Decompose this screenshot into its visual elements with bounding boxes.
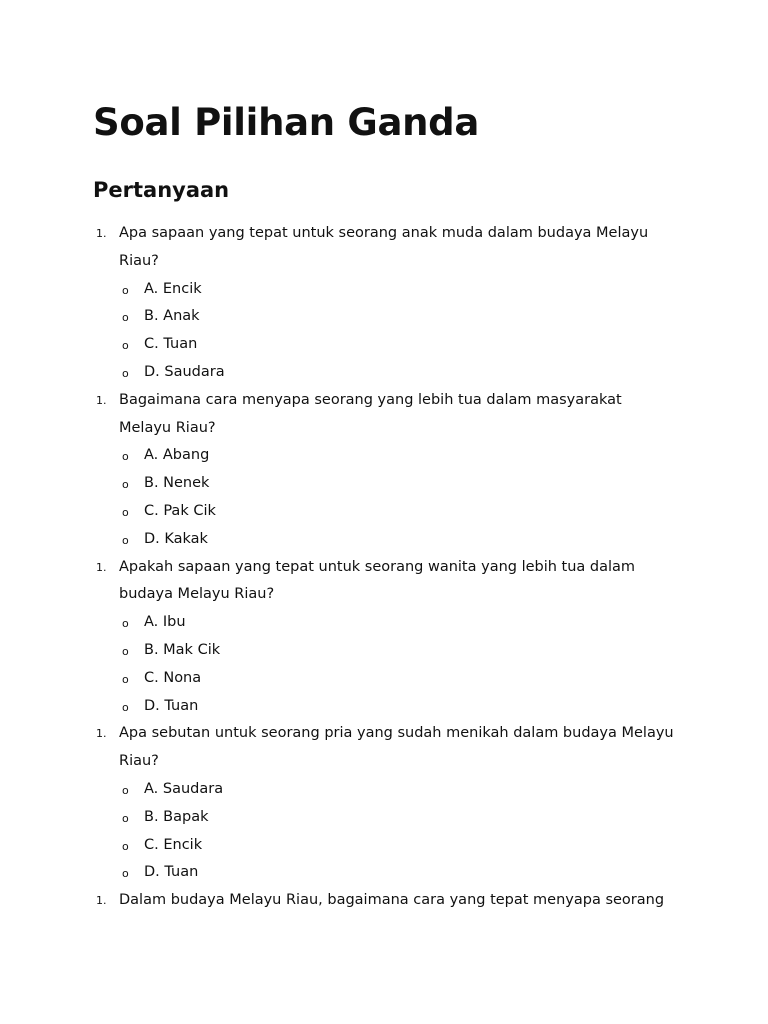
option-item <box>119 693 683 721</box>
option-text: D. Kakak <box>144 530 208 547</box>
option-bullet: o <box>122 644 129 658</box>
question-item <box>93 387 683 554</box>
question-item <box>93 220 683 387</box>
option-item <box>119 303 683 331</box>
option-bullet: o <box>122 700 129 714</box>
option-text: D. Tuan <box>144 697 199 714</box>
option-bullet: o <box>122 366 129 380</box>
document-page <box>93 100 683 915</box>
option-item <box>119 776 683 804</box>
question-list <box>93 220 683 915</box>
option-text: A. Ibu <box>144 614 186 631</box>
option-bullet: o <box>122 783 129 797</box>
option-bullet: o <box>122 283 129 297</box>
option-bullet: o <box>122 867 129 881</box>
option-bullet: o <box>122 339 129 353</box>
option-item <box>119 331 683 359</box>
option-bullet: o <box>122 505 129 519</box>
option-item <box>119 609 683 637</box>
option-text: B. Mak Cik <box>144 641 221 658</box>
option-text: D. Tuan <box>144 864 199 881</box>
option-item <box>119 359 683 387</box>
option-text: B. Anak <box>144 308 200 325</box>
question-text: Dalam budaya Melayu Riau, bagaimana cara yang tepat menyapa seorang <box>119 892 665 909</box>
section-heading: Pertanyaan <box>93 178 230 202</box>
option-text: D. Saudara <box>144 363 225 380</box>
option-bullet: o <box>122 450 129 464</box>
option-text: C. Tuan <box>144 336 198 353</box>
option-bullet: o <box>122 672 129 686</box>
question-text: Bagaimana cara menyapa seorang yang lebih tua dalam masyarakat Melayu Riau? <box>119 391 622 436</box>
option-item <box>119 470 683 498</box>
option-bullet: o <box>122 811 129 825</box>
question-number: 1. <box>96 894 107 908</box>
option-item <box>119 665 683 693</box>
question-item <box>93 720 683 887</box>
option-text: C. Encik <box>144 836 203 853</box>
question-text: Apakah sapaan yang tepat untuk seorang wanita yang lebih tua dalam budaya Melayu Riau? <box>119 558 636 603</box>
option-text: B. Bapak <box>144 808 209 825</box>
option-list <box>119 609 683 720</box>
question-number: 1. <box>96 560 107 574</box>
question-number: 1. <box>96 227 107 240</box>
document-title: Soal Pilihan Ganda <box>93 101 480 144</box>
option-item <box>119 498 683 526</box>
option-text: A. Saudara <box>144 780 224 797</box>
option-text: A. Abang <box>144 447 210 464</box>
option-item <box>119 804 683 832</box>
option-item <box>119 442 683 470</box>
option-item <box>119 859 683 887</box>
question-text: Apa sapaan yang tepat untuk seorang anak muda dalam budaya Melayu Riau? <box>119 225 649 269</box>
option-item <box>119 526 683 554</box>
question-number: 1. <box>96 727 107 741</box>
option-list <box>119 776 683 887</box>
question-item <box>93 554 683 721</box>
option-bullet: o <box>122 533 129 547</box>
option-text: C. Nona <box>144 669 202 686</box>
question-number: 1. <box>96 393 107 407</box>
option-item <box>119 637 683 665</box>
question-item <box>93 887 683 915</box>
option-bullet: o <box>122 839 129 853</box>
option-bullet: o <box>122 478 129 492</box>
option-list <box>119 276 683 387</box>
option-text: A. Encik <box>144 280 202 297</box>
option-bullet: o <box>122 311 129 325</box>
option-list <box>119 442 683 553</box>
option-item <box>119 832 683 860</box>
option-text: C. Pak Cik <box>144 502 216 519</box>
option-item <box>119 276 683 304</box>
question-text: Apa sebutan untuk seorang pria yang sudah menikah dalam budaya Melayu Riau? <box>119 725 674 770</box>
option-bullet: o <box>122 617 129 631</box>
option-text: B. Nenek <box>144 475 210 492</box>
